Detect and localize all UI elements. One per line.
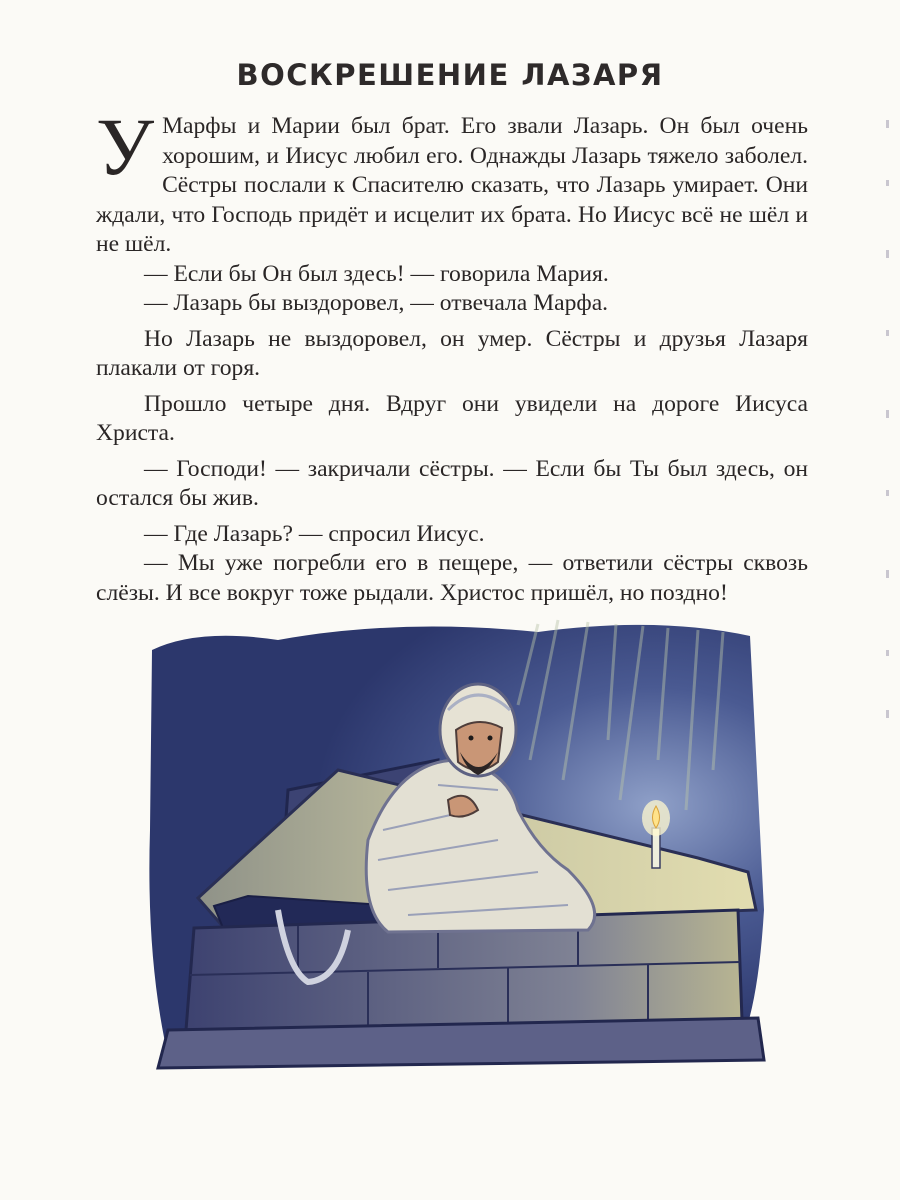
paragraph-8: — Мы уже погребли его в пещере, — ответили сёстры сквозь слёзы. И все вокруг тоже рыдали. Христос пришёл, но поздно! bbox=[96, 550, 808, 606]
paragraph-3: — Лазарь бы выздоровел, — отвечала Марфа. bbox=[144, 290, 609, 316]
chapter-title: ВОСКРЕШЕНИЕ ЛАЗАРЯ bbox=[236, 58, 664, 92]
eye-left bbox=[469, 736, 474, 741]
illustration-lazarus-tomb bbox=[138, 610, 770, 1080]
paragraph-6: — Господи! — закричали сёстры. — Если бы Ты был здесь, он остался бы жив. bbox=[96, 455, 808, 511]
page-edge-marks bbox=[882, 110, 894, 730]
paragraph-4: Но Лазарь не выздоровел, он умер. Сёстры и друзья Лазаря плакали от горя. bbox=[96, 325, 808, 381]
drop-cap: У bbox=[96, 101, 155, 192]
paragraph-2: — Если бы Он был здесь! — говорила Мария. bbox=[144, 260, 609, 287]
paragraph-7: — Где Лазарь? — спросил Иисус. bbox=[144, 520, 485, 547]
lazarus-face bbox=[456, 722, 502, 770]
story-text bbox=[96, 101, 808, 608]
paragraph-5: Прошло четыре дня. Вдруг они увидели на дороге Иисуса Христа. bbox=[96, 390, 808, 446]
eye-right bbox=[488, 736, 493, 741]
tomb-picture bbox=[138, 610, 770, 1080]
paragraph-1: У Марфы и Марии был брат. Его звали Лазарь. Он был очень хорошим, и Иисус любил его. Однажды Лазарь тяжело заболел. Сёстры послали к Спасителю сказать, что Лазарь умирает. Они ждали, что Господь придёт и исцелит их брата. Но Иисус всё не шёл и не шёл. bbox=[96, 101, 808, 257]
